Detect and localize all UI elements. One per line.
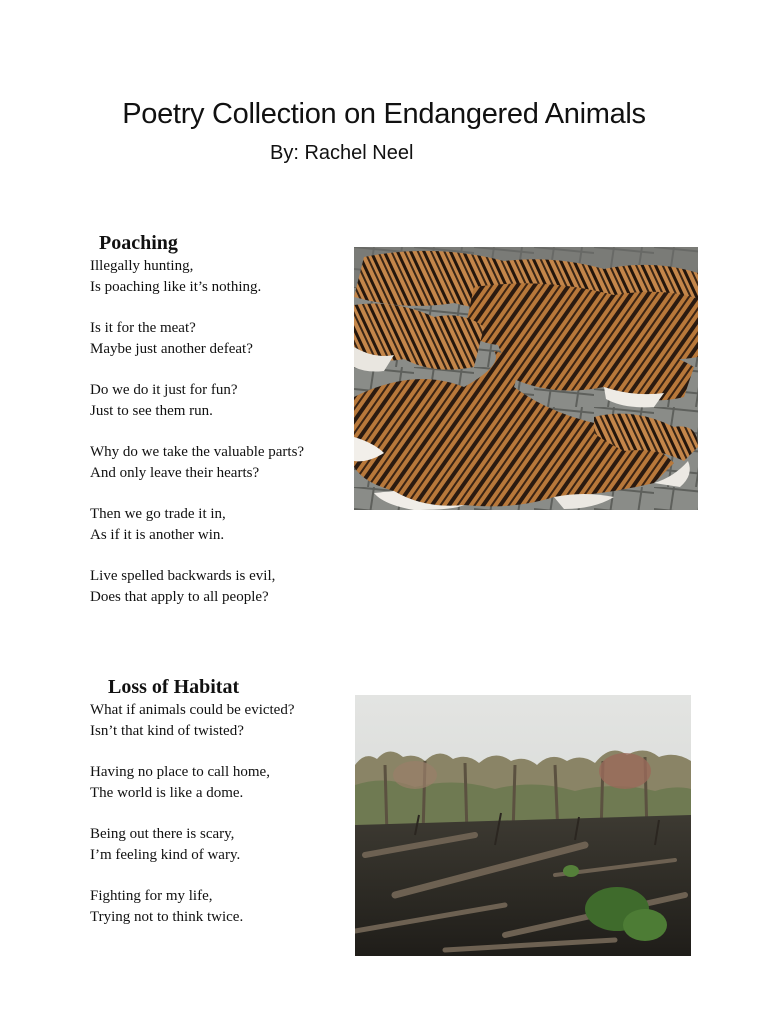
- stanza: [90, 256, 370, 297]
- stanza: [90, 824, 370, 865]
- stanza: [90, 762, 370, 803]
- stanza: [90, 700, 370, 741]
- poem-line: Is poaching like it’s nothing.: [90, 278, 262, 295]
- poem-line: I’m feeling kind of wary.: [90, 846, 241, 863]
- poem-line: As if it is another win.: [90, 526, 225, 543]
- poem-title-loss-of-habitat: Loss of Habitat: [108, 676, 240, 698]
- poem-line: Why do we take the valuable parts?: [90, 444, 305, 460]
- stanza: [90, 318, 370, 359]
- stanza: [90, 886, 370, 927]
- poem-line: Isn’t that kind of twisted?: [90, 722, 244, 739]
- stanza: [90, 504, 370, 545]
- document-title: Poetry Collection on Endangered Animals: [122, 98, 646, 130]
- poem-line: Illegally hunting,: [90, 258, 194, 274]
- stanza: [90, 566, 370, 607]
- poem-line: Then we go trade it in,: [90, 506, 226, 522]
- poem-line: And only leave their hearts?: [90, 464, 260, 481]
- deforestation-photo: [355, 695, 691, 956]
- poem-line: Is it for the meat?: [90, 320, 196, 336]
- poem-line: Being out there is scary,: [90, 826, 235, 842]
- poem-line: Does that apply to all people?: [90, 588, 269, 605]
- poem-line: Trying not to think twice.: [90, 908, 244, 925]
- poem-body-poaching: [90, 256, 370, 607]
- stanza: [90, 442, 370, 483]
- tiger-skins-photo: [354, 247, 698, 510]
- poem-body-loss-of-habitat: [90, 700, 370, 927]
- poem-line: Live spelled backwards is evil,: [90, 568, 276, 584]
- poem-line: Just to see them run.: [90, 402, 213, 419]
- poem-line: Maybe just another defeat?: [90, 340, 253, 357]
- poem-line: The world is like a dome.: [90, 784, 244, 801]
- poem-line: Do we do it just for fun?: [90, 382, 238, 398]
- author-byline: By: Rachel Neel: [270, 142, 414, 164]
- poem-line: Fighting for my life,: [90, 888, 213, 904]
- poem-title-poaching: Poaching: [99, 232, 178, 254]
- poem-line: Having no place to call home,: [90, 764, 270, 780]
- stanza: [90, 380, 370, 421]
- poem-line: What if animals could be evicted?: [90, 702, 295, 718]
